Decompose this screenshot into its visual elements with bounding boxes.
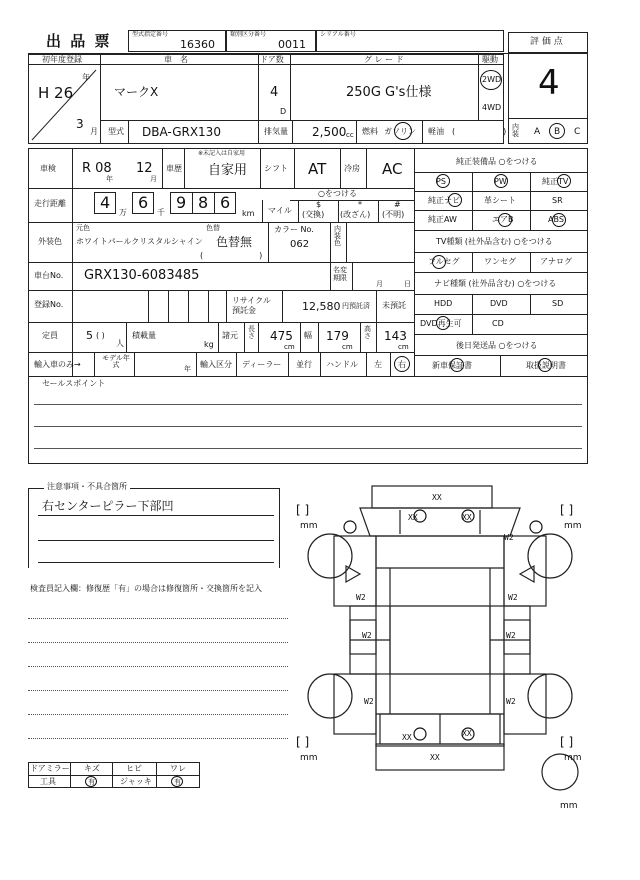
equip-ps: PS (436, 177, 446, 186)
equip-airbag: エアB (492, 215, 514, 224)
model-type: DBA-GRX130 (142, 125, 221, 139)
capacity: 5 (86, 329, 93, 342)
mileage-man: 4 (100, 193, 111, 212)
cooler: AC (382, 160, 403, 178)
svg-text:W2: W2 (504, 533, 514, 542)
length: 475 (270, 329, 293, 343)
score-value: 4 (538, 63, 560, 103)
mileage-digit-3: 6 (220, 193, 231, 212)
svg-text:mm: mm (564, 753, 582, 763)
vehicle-history: 自家用 (208, 163, 248, 178)
svg-text:W2: W2 (356, 593, 366, 602)
svg-text:mm: mm (564, 521, 582, 531)
svg-text:XX: XX (430, 753, 440, 762)
svg-text:mm: mm (300, 521, 318, 531)
mileage-digit-1: 9 (176, 193, 187, 212)
svg-text:mm: mm (560, 801, 578, 808)
shaken-month: 12 (136, 161, 153, 176)
svg-text:XX: XX (462, 729, 472, 738)
svg-text:W2: W2 (508, 593, 518, 602)
svg-text:XX: XX (402, 733, 412, 742)
equip-aw: 純正AW (428, 215, 457, 224)
svg-text:W2: W2 (506, 631, 516, 640)
mileage-sen: 6 (138, 193, 149, 212)
fuel-selected-circle (394, 122, 412, 140)
color-no: 062 (290, 239, 310, 250)
notes-line-1: 右センターピラー下部凹 (42, 499, 174, 513)
svg-text:[ ]: [ ] (560, 503, 574, 517)
svg-text:W2: W2 (506, 697, 516, 706)
svg-text:XX: XX (462, 513, 472, 522)
color-change: 色替無 (216, 235, 253, 249)
score-label: 評 価 点 (530, 37, 563, 47)
svg-text:XX: XX (432, 493, 442, 502)
inspector-label: 検査員記入欄：修復歴「有」の場合は修復箇所・交換箇所を記入 (30, 584, 262, 593)
handle-right: 右 (398, 360, 406, 369)
recycle-fee: 12,580 (302, 300, 341, 313)
handle-selected-circle (394, 356, 410, 372)
fuel-gasoline: ガソリン (384, 127, 416, 136)
mileage-digit-2: 8 (198, 193, 209, 212)
svg-text:[ ]: [ ] (560, 735, 574, 749)
equip-pw: PW (494, 177, 507, 186)
first-reg-year: H 26 (38, 84, 74, 102)
shift: AT (308, 160, 327, 178)
navi-dvd-play: DVD再生可 (420, 319, 462, 328)
sales-point-label: セールスポイント (42, 379, 106, 388)
shaken-year: R 08 (82, 161, 112, 176)
equip-tv: 純正TV (542, 177, 569, 186)
first-reg-month: 3 (76, 117, 84, 131)
svg-text:[ ]: [ ] (296, 735, 310, 749)
svg-text:[ ]: [ ] (296, 503, 310, 517)
car-name: マークX (114, 85, 159, 99)
equip-leather: 革シート (484, 196, 516, 205)
drive-selected-circle (480, 70, 502, 90)
original-color: ホワイトパールクリスタルシャイン (76, 237, 203, 246)
svg-text:XX: XX (408, 513, 418, 522)
post-manual: 取扱説明書 (526, 361, 566, 370)
svg-text:mm: mm (300, 753, 318, 763)
grade: 250G G's仕様 (346, 85, 432, 100)
post-warranty: 新車保証書 (432, 361, 472, 370)
equip-abs: ABS (548, 215, 564, 224)
interior-selected-circle (549, 123, 565, 139)
equip-navi: 純正ナビ (428, 196, 460, 205)
notes-label: 注意事項・不具合箇所 (44, 483, 130, 491)
category-no: 0011 (278, 38, 306, 51)
model-no: 16360 (180, 38, 215, 51)
form-title: 出 品 票 (46, 32, 112, 50)
equip-sr: SR (552, 196, 563, 205)
displacement: 2,500 (312, 125, 347, 139)
tv-full: フルセグ (428, 257, 460, 266)
chassis-no: GRX130-6083485 (84, 268, 200, 283)
svg-text:W2: W2 (364, 697, 374, 706)
height: 143 (384, 329, 407, 343)
width: 179 (326, 329, 349, 343)
car-damage-diagram (290, 478, 590, 808)
svg-text:W2: W2 (362, 631, 372, 640)
door-count: 4 (270, 85, 279, 100)
